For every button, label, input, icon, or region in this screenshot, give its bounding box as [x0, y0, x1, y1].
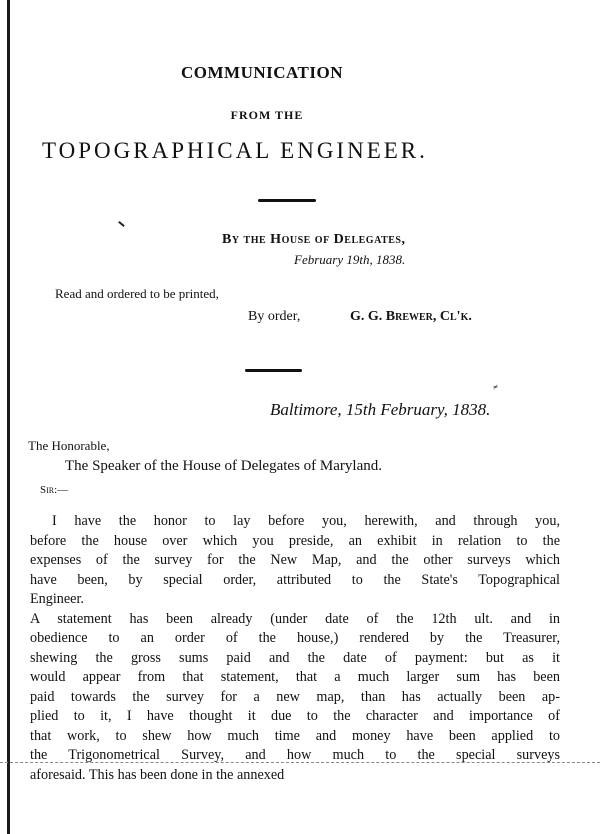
scan-speck: [118, 221, 125, 227]
body-line: plied to it, I have thought it due to the character and importance of: [30, 708, 560, 724]
title-communication: COMMUNICATION: [180, 63, 343, 82]
body-line: paid towards the survey for a new map, than has actually been ap-: [30, 688, 560, 705]
margin-mark: ≠: [493, 382, 498, 392]
body-line: would appear from that statement, that a much larger sum has been: [30, 669, 560, 685]
body-line: Engineer.: [30, 591, 84, 607]
salutation: Sir:—: [40, 484, 69, 496]
body-line: before the house over which you preside, an exhibit in relation to the: [30, 532, 560, 549]
body-line: obedience to an order of the house,) rendered by the Treasurer,: [30, 630, 560, 646]
addressee-speaker: The Speaker of the House of Delegates of Maryland.: [65, 458, 382, 474]
house-of-delegates-line: By the House of Delegates,: [222, 232, 406, 247]
page-edge-shadow: [7, 0, 10, 834]
body-line: aforesaid. This has been done in the annexed: [30, 766, 285, 783]
scan-fold-line: [0, 762, 600, 764]
title-from-the: FROM THE: [230, 108, 304, 122]
addressee-honorable: The Honorable,: [28, 438, 110, 453]
divider-rule-top: [258, 199, 316, 202]
divider-rule-bottom: [245, 369, 302, 372]
body-line: that work, to shew how much time and money have been applied to: [30, 727, 560, 744]
letter-place-date-text: Baltimore, 15th February, 1838.: [270, 400, 491, 419]
by-order-label: By order,: [248, 309, 301, 324]
body-line: I have the honor to lay before you, herewith, and through you,: [52, 513, 560, 529]
read-ordered-line: Read and ordered to be printed,: [55, 286, 219, 301]
letter-body: [30, 512, 560, 785]
body-line: expenses of the survey for the New Map, and the other surveys which: [30, 552, 560, 568]
body-line: A statement has been already (under date of the 12th ult. and in: [30, 610, 560, 627]
clerk-signature: G. G. Brewer, Cl'k.: [350, 309, 472, 324]
title-topographical-engineer: TOPOGRAPHICAL ENGINEER.: [42, 138, 428, 163]
body-line: have been, by special order, attributed to the State's Topographical: [30, 571, 560, 588]
order-date-text: February 19th, 1838.: [294, 252, 406, 267]
order-date: [294, 252, 405, 268]
letter-place-date: [270, 400, 490, 420]
body-line: the Trigonometrical Survey, and how much to the special surveys: [30, 747, 560, 763]
body-line: shewing the gross sums paid and the date of payment: but as it: [30, 649, 560, 666]
